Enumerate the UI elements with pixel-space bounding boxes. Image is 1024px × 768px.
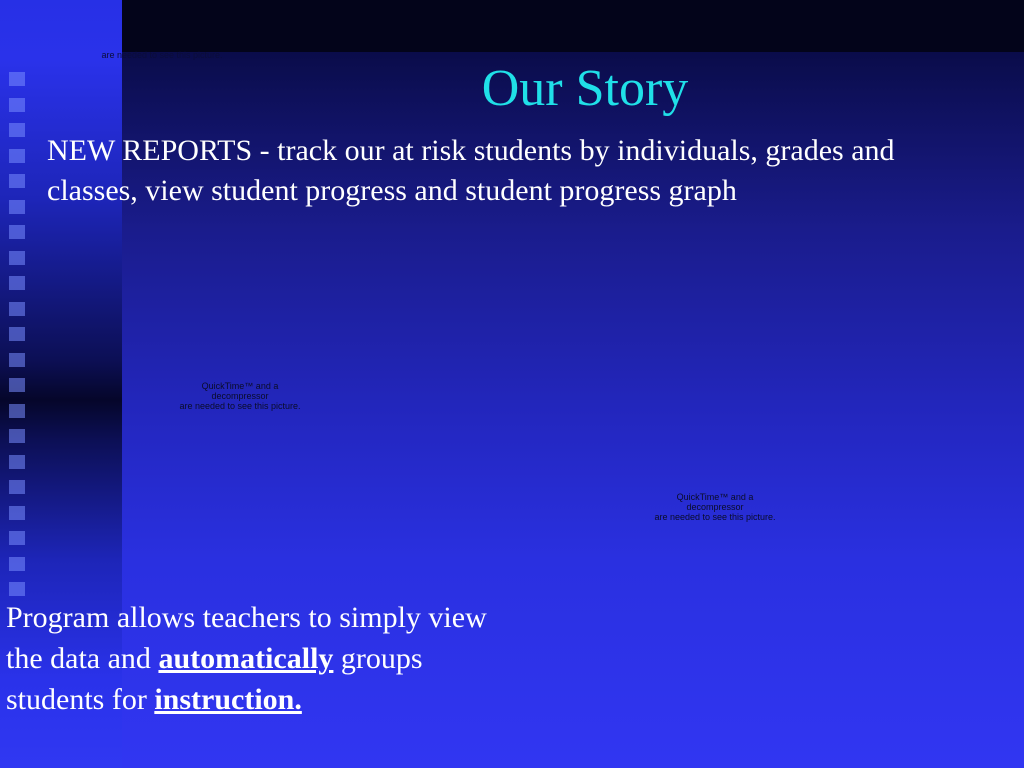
decorative-square [9,123,25,137]
bottom-text-part1: Program allows teachers to simply view the data and [6,601,487,675]
decorative-square [9,174,25,188]
decorative-square [9,149,25,163]
quicktime-placeholder-right [640,492,790,522]
placeholder-line: decompressor [686,502,744,512]
decorative-square [9,302,25,316]
decorative-square [9,404,25,418]
top-dark-band [122,0,1024,52]
decorative-square [9,531,25,545]
decorative-square [9,455,25,469]
emphasis-instruction: instruction. [154,683,302,716]
decorative-square [9,200,25,214]
placeholder-line: are needed to see this picture. [179,401,301,411]
decorative-square [9,251,25,265]
slide-body-text: NEW REPORTS - track our at risk students by individuals, grades and classes, view student progress and student progress graph [47,134,895,207]
placeholder-line: QuickTime™ and a [676,492,754,502]
placeholder-line: QuickTime™ and a [201,381,279,391]
slide-bottom-text [6,597,506,720]
decorative-square [9,98,25,112]
decorative-square [9,72,25,86]
quicktime-placeholder-middle [170,381,310,411]
quicktime-placeholder-top [92,50,232,60]
decorative-square [9,225,25,239]
decorative-square [9,506,25,520]
bottom-text-part2: groups students for [6,642,423,716]
decorative-square [9,480,25,494]
placeholder-line: decompressor [211,391,269,401]
decorative-square [9,378,25,392]
decorative-square [9,429,25,443]
decorative-square [9,276,25,290]
decorative-square [9,353,25,367]
placeholder-line: are needed to see this picture. [654,512,776,522]
slide-title: Our Story [481,60,689,117]
decorative-square [9,582,25,596]
decorative-square [9,327,25,341]
emphasis-automatically: automatically [158,642,334,675]
decorative-square [9,557,25,571]
placeholder-line: are needed to see this picture. [101,50,223,60]
